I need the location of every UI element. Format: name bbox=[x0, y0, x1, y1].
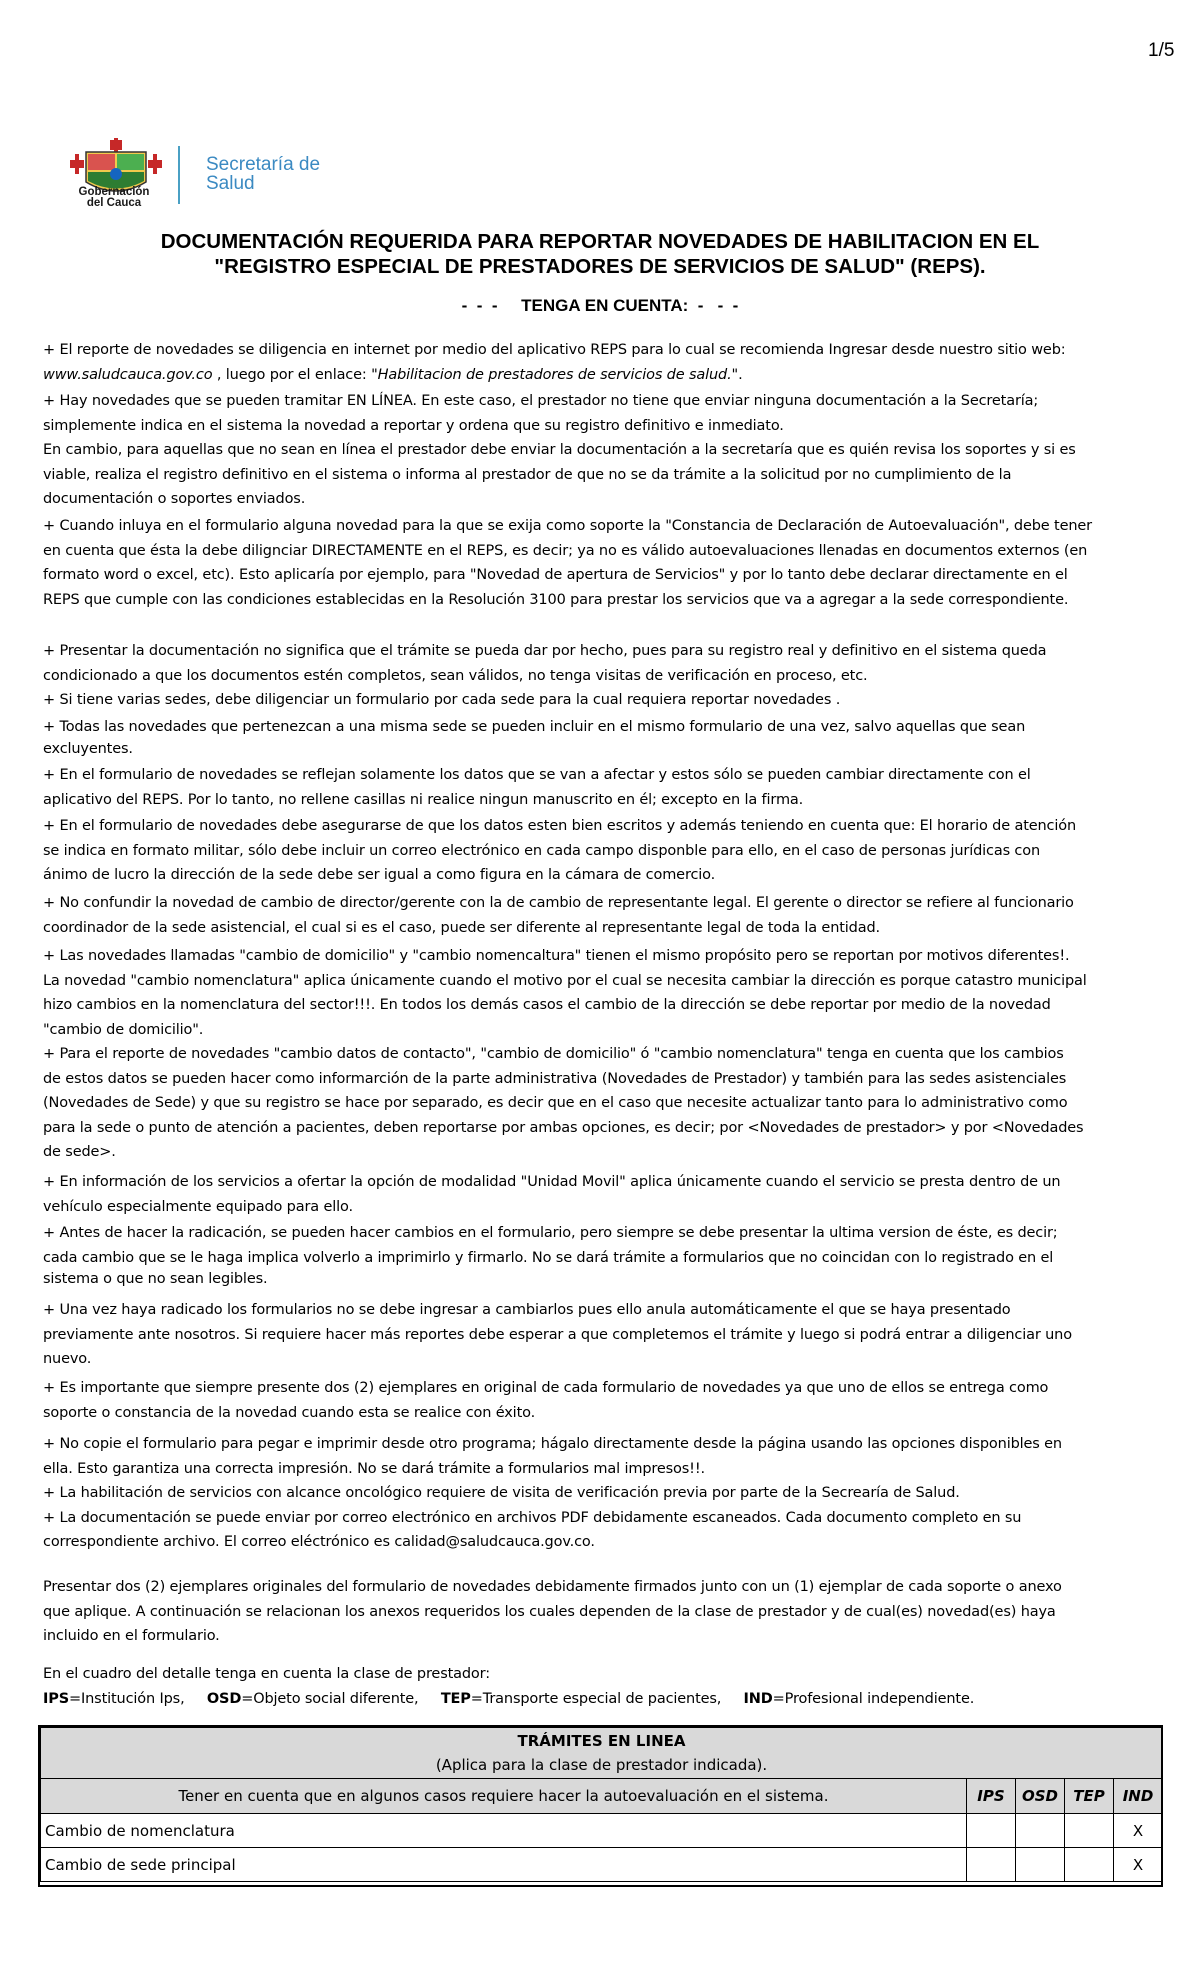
text-line: "cambio de domicilio". bbox=[43, 1021, 204, 1038]
paragraph-director-gerente bbox=[43, 891, 1161, 940]
paragraph-formulario-datos bbox=[43, 763, 1161, 812]
table-row bbox=[41, 1848, 1163, 1882]
text-line: + La habilitación de servicios con alcance oncológico requiere de visita de verificación previa por parte de la Secrearía de Salud. bbox=[43, 1485, 960, 1501]
row-label: Cambio de sede principal bbox=[41, 1848, 967, 1882]
logo-caption bbox=[62, 187, 166, 209]
table-header bbox=[41, 1728, 1163, 1779]
paragraph-no-copie bbox=[43, 1432, 1161, 1555]
text-line: documentación o soportes enviados. bbox=[43, 491, 306, 507]
text-line: coordinador de la sede asistencial, el cual si es el caso, puede ser diferente al representante legal de toda la entidad. bbox=[43, 919, 880, 936]
paragraph-misma-sede bbox=[43, 715, 1161, 758]
paragraph-varias-sedes bbox=[43, 688, 1161, 713]
text-line: que aplique. A continuación se relacionan los anexos requeridos los cuales dependen de la clase de prestador y de cual(es) novedad(es) haya bbox=[43, 1603, 1056, 1620]
text-line: + Presentar la documentación no significa que el trámite se pueda dar por hecho, pues para su registro real y definitivo en el sistema queda bbox=[43, 643, 1047, 659]
text-line: ella. Esto garantiza una correcta impresión. No se dará trámite a formularios mal impresos!!. bbox=[43, 1460, 705, 1477]
text-line bbox=[43, 363, 1161, 388]
paragraph-presentar-ejemplares bbox=[43, 1575, 1161, 1649]
email-text[interactable]: correspondiente archivo. El correo eléctrónico es calidad@saludcauca.gov.co. bbox=[43, 1534, 595, 1550]
text-line: en cuenta que ésta la debe dilignciar DIRECTAMENTE en el REPS, es decir; ya no es válido autoevaluaciones llenadas en documentos externos (en bbox=[43, 542, 1088, 559]
legend-osd-value: =Objeto social diferente, bbox=[241, 1690, 441, 1707]
paragraph-cambio-domicilio bbox=[43, 944, 1161, 1165]
text-fragment: ". bbox=[731, 366, 743, 383]
paragraph-reporte-novedades bbox=[43, 338, 1161, 387]
text-line: previamente ante nosotros. Si requiere hacer más reportes debe esperar a que completemos el trámite y luego si podrá entrar a diligenciar uno bbox=[43, 1326, 1072, 1343]
tenga-en-cuenta-heading: - - - TENGA EN CUENTA: - - - bbox=[461, 296, 739, 315]
text-line: nuevo. bbox=[43, 1351, 92, 1367]
text-line: + Cuando inluya en el formulario alguna novedad para la que se exija como soporte la "Constancia de Declaración de Autoevaluación", debe tener bbox=[43, 518, 1092, 534]
text-line: vehículo especialmente equipado para ello. bbox=[43, 1198, 353, 1215]
table-note: Tener en cuenta que en algunos casos requiere hacer la autoevaluación en el sistema. bbox=[41, 1779, 967, 1814]
text-line: + Es importante que siempre presente dos (2) ejemplares en original de cada formulario de novedades ya que uno de ellos se entrega como bbox=[43, 1380, 1049, 1396]
text-line: cada cambio que se le haga implica volverlo a imprimirlo y firmarlo. No se dará trámite a formularios que no coincidan con lo registrado en el bbox=[43, 1249, 1054, 1266]
text-line: + En el formulario de novedades debe asegurarse de que los datos esten bien escritos y además teniendo en cuenta que: El horario de atención bbox=[43, 818, 1076, 834]
cell-osd bbox=[1016, 1814, 1065, 1848]
title-line1: DOCUMENTACIÓN REQUERIDA PARA REPORTAR NOVEDADES DE HABILITACION EN EL bbox=[160, 230, 1040, 253]
text-line: + Las novedades llamadas "cambio de domicilio" y "cambio nomencaltura" tienen el mismo propósito pero se reportan por motivos diferentes!. bbox=[43, 948, 1070, 964]
text-line: En cambio, para aquellas que no sean en línea el prestador debe enviar la documentación a la secretaría que es quién revisa los soportes y si es bbox=[43, 442, 1076, 458]
cell-ind: X bbox=[1114, 1848, 1163, 1882]
title-line2: "REGISTRO ESPECIAL DE PRESTADORES DE SERVICIOS DE SALUD" (REPS). bbox=[214, 255, 986, 278]
text-fragment: , luego por el enlace: " bbox=[212, 366, 378, 383]
table-column-header-row bbox=[41, 1779, 1163, 1814]
legend-ips-value: =Institución Ips, bbox=[69, 1690, 207, 1707]
text-line bbox=[43, 1530, 1161, 1555]
text-line: para la sede o punto de atención a pacientes, deben reportarse por ambas opciones, es decir; por <Novedades de prestador> y por <Novedades bbox=[43, 1119, 1084, 1136]
column-header-tep: TEP bbox=[1065, 1779, 1114, 1814]
legend-tep-key: TEP bbox=[440, 1690, 471, 1707]
text-line: + Si tiene varias sedes, debe diligenciar un formulario por cada sede para la cual requiera reportar novedades . bbox=[43, 692, 841, 708]
page-number: 1/5 bbox=[1148, 40, 1175, 61]
text-line: condicionado a que los documentos estén completos, sean válidos, no tenga visitas de verificación en proceso, etc. bbox=[43, 667, 868, 684]
cell-tep bbox=[1065, 1814, 1114, 1848]
cell-ips bbox=[967, 1848, 1016, 1882]
paragraph-dos-ejemplares bbox=[43, 1376, 1161, 1425]
cell-ips bbox=[967, 1814, 1016, 1848]
legend-ips-key: IPS bbox=[43, 1690, 70, 1707]
text-line: se indica en formato militar, sólo debe incluir un correo electrónico en cada campo disponble para ello, en el caso de personas jurídicas con bbox=[43, 842, 1041, 859]
paragraph-unidad-movil bbox=[43, 1170, 1161, 1219]
text-line: + La documentación se puede enviar por correo electrónico en archivos PDF debidamente escaneados. Cada documento completo en su bbox=[43, 1509, 1022, 1526]
text-line: de sede>. bbox=[43, 1144, 116, 1160]
column-header-ind: IND bbox=[1114, 1779, 1163, 1814]
org-name-line1: Secretaría de bbox=[206, 154, 321, 175]
column-header-osd: OSD bbox=[1016, 1779, 1065, 1814]
paragraph-datos-bien-escritos bbox=[43, 814, 1161, 888]
cell-tep bbox=[1065, 1848, 1114, 1882]
link-name: Habilitacion de prestadores de servicios de salud. bbox=[377, 366, 732, 383]
text-line: formato word o excel, etc). Esto aplicaría por ejemplo, para "Novedad de apertura de Servicios" y por lo tanto debe declarar directamente en el bbox=[43, 567, 1068, 583]
legend-ind-key: IND bbox=[743, 1690, 773, 1707]
table-title: TRÁMITES EN LINEA bbox=[517, 1732, 686, 1750]
row-label: Cambio de nomenclatura bbox=[41, 1814, 967, 1848]
text-line: REPS que cumple con las condiciones establecidas en la Resolución 3100 para prestar los servicios que va a agregar a la sede correspondiente. bbox=[43, 591, 1069, 608]
text-line: excluyentes. bbox=[43, 740, 133, 757]
text-line: hizo cambios en la nomenclatura del sector!!!. En todos los demás casos el cambio de la dirección se debe reportar por medio de la novedad bbox=[43, 997, 1051, 1013]
logo-caption-line2: del Cauca bbox=[86, 197, 142, 209]
text-line: La novedad "cambio nomenclatura" aplica únicamente cuando el motivo por el cual se necesita cambiar la dirección es porque catastro municipal bbox=[43, 972, 1087, 989]
text-line: de estos datos se pueden hacer como informarción de la parte administrativa (Novedades de Prestador) y también para las sedes asistenciales bbox=[43, 1070, 1067, 1087]
text-line: + En el formulario de novedades se reflejan solamente los datos que se van a afectar y estos sólo se pueden cambiar directamente con el bbox=[43, 767, 1031, 783]
paragraph-formularios-radicados bbox=[43, 1298, 1161, 1372]
legend-osd-key: OSD bbox=[206, 1690, 242, 1707]
text-line: + No confundir la novedad de cambio de director/gerente con la de cambio de representante legal. El gerente o director se refiere al funcionario bbox=[43, 895, 1074, 911]
text-line: + Hay novedades que se pueden tramitar EN LÍNEA. En este caso, el prestador no tiene que enviar ninguna documentación a la Secretaría; bbox=[43, 393, 1039, 409]
paragraph-en-linea bbox=[43, 389, 1161, 512]
paragraph-autoevaluacion bbox=[43, 514, 1161, 612]
logo-divider bbox=[178, 146, 180, 204]
text-line: incluido en el formulario. bbox=[43, 1628, 220, 1644]
prestador-legend bbox=[43, 1687, 1161, 1712]
website-link[interactable]: www.saludcauca.gov.co bbox=[43, 366, 213, 383]
paragraph-radicacion bbox=[43, 1221, 1161, 1288]
tramites-en-linea-table bbox=[40, 1727, 1163, 1882]
legend-ind-value: =Profesional independiente. bbox=[772, 1690, 975, 1707]
text-line: + No copie el formulario para pegar e imprimir desde otro programa; hágalo directamente desde la página usando las opciones disponibles en bbox=[43, 1436, 1062, 1452]
cell-ind: X bbox=[1114, 1814, 1163, 1848]
legend-tep-value: =Transporte especial de pacientes, bbox=[470, 1690, 744, 1707]
paragraph-clase-prestador bbox=[43, 1662, 1161, 1711]
table-row bbox=[41, 1814, 1163, 1848]
text-line: viable, realiza el registro definitivo en el sistema o informa al prestador de que no se da trámite a la solicitud por no cumplimiento de la bbox=[43, 466, 1012, 483]
text-line: simplemente indica en el sistema la novedad a reportar y ordena que su registro definitivo e inmediato. bbox=[43, 417, 784, 434]
column-header-ips: IPS bbox=[967, 1779, 1016, 1814]
text-line: + Para el reporte de novedades "cambio datos de contacto", "cambio de domicilio" ó "cambio nomenclatura" tenga en cuenta que los cambios bbox=[43, 1046, 1064, 1062]
cell-osd bbox=[1016, 1848, 1065, 1882]
paragraph-presentar-documentacion bbox=[43, 639, 1161, 688]
text-line: Presentar dos (2) ejemplares originales del formulario de novedades debidamente firmados junto con un (1) ejemplar de cada soporte o anexo bbox=[43, 1579, 1062, 1595]
text-line: En el cuadro del detalle tenga en cuenta la clase de prestador: bbox=[43, 1666, 490, 1682]
text-line: + El reporte de novedades se diligencia en internet por medio del aplicativo REPS para lo cual se recomienda Ingresar desde nuestro sitio web: bbox=[43, 342, 1066, 358]
org-name bbox=[206, 155, 320, 193]
document-title bbox=[0, 229, 1200, 279]
logo-caption-line1: Gobernación bbox=[78, 186, 150, 198]
table-subtitle: (Aplica para la clase de prestador indicada). bbox=[435, 1756, 768, 1774]
text-line: sistema o que no sean legibles. bbox=[43, 1271, 268, 1287]
org-name-line2: Salud bbox=[206, 173, 255, 194]
text-line: + En información de los servicios a ofertar la opción de modalidad "Unidad Movil" aplica únicamente cuando el servicio se presta dentro de un bbox=[43, 1174, 1061, 1190]
text-line: + Antes de hacer la radicación, se pueden hacer cambios en el formulario, pero siempre se debe presentar la ultima version de éste, es decir; bbox=[43, 1225, 1058, 1241]
text-line: aplicativo del REPS. Por lo tanto, no rellene casillas ni realice ningun manuscrito en él; excepto en la firma. bbox=[43, 791, 804, 808]
text-line: (Novedades de Sede) y que su registro se hace por separado, es decir que en el caso que necesite actualizar tanto para lo administrativo como bbox=[43, 1095, 1068, 1111]
text-line: + Todas las novedades que pertenezcan a una misma sede se pueden incluir en el mismo formulario de una vez, salvo aquellas que sean bbox=[43, 719, 1026, 735]
text-line: + Una vez haya radicado los formularios no se debe ingresar a cambiarlos pues ello anula automáticamente el que se haya presentado bbox=[43, 1302, 1011, 1318]
text-line: ánimo de lucro la dirección de la sede debe ser igual a como figura en la cámara de comercio. bbox=[43, 867, 716, 883]
text-line: soporte o constancia de la novedad cuando esta se realice con éxito. bbox=[43, 1404, 536, 1421]
